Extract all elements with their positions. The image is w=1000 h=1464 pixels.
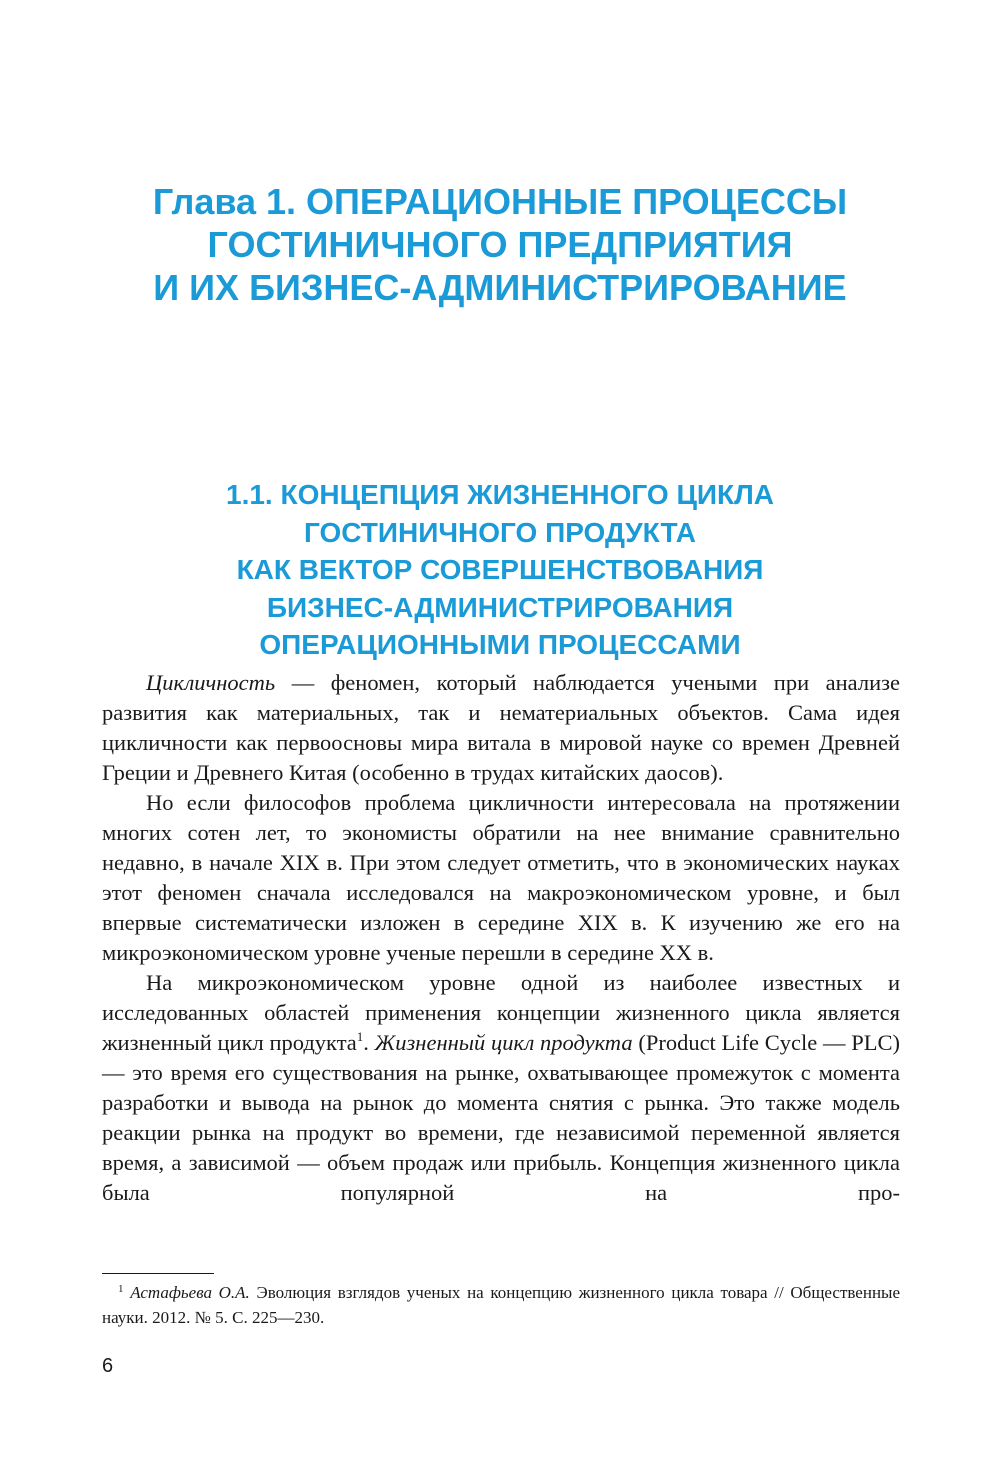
footnote-reference[interactable]: 1	[356, 1029, 364, 1044]
paragraph-2	[102, 788, 900, 968]
section-title	[100, 476, 900, 664]
paragraph-3-text-c: (Product Life Cycle — PLC) — это время его существования на рынке, охватывающее промежуток с момента разработки и вывода на рынок до момента снятия с рынка. Это также модель реакции рынка на продукт во времени, где независимой переменной является время, а зависимой — объем продаж или прибыль. Концепция жизненного цикла была популярной на про-	[102, 1030, 900, 1205]
footnote-divider	[102, 1273, 214, 1274]
paragraph-2-text: Но если философов проблема цикличности интересовала на протяжении многих сотен лет, то экономисты обратили на нее внимание сравнительно недавно, в начале XIX в. При этом следует отметить, что в экономических науках этот феномен сначала исследовался на макроэкономическом уровне, и был впервые систематически изложен в середине XIX в. К изучению же его на микроэкономическом уровне ученые перешли в середине XX в.	[102, 790, 900, 965]
section-title-line: КАК ВЕКТОР СОВЕРШЕНСТВОВАНИЯ	[236, 554, 764, 585]
paragraph-1	[102, 668, 900, 788]
term-product-life-cycle: Жизненный цикл продукта	[374, 1030, 633, 1055]
term-cyclicity: Цикличность	[146, 670, 276, 695]
paragraph-3-text-a: На микроэкономическом уровне одной из наиболее известных и исследованных областей применения концепции жизненного цикла является жизненный цикл продукта	[102, 970, 900, 1055]
footnote-text: Эволюция взглядов ученых на концепцию жизненного цикла товара // Общественные науки. 2012. № 5. С. 225—230.	[102, 1283, 901, 1327]
chapter-title-line: Глава 1. ОПЕРАЦИОННЫЕ ПРОЦЕССЫ	[152, 181, 848, 222]
section-title-line: БИЗНЕС-АДМИНИСТРИРОВАНИЯ	[266, 591, 734, 623]
footnote-number: 1	[118, 1283, 124, 1295]
section-title-line: ОПЕРАЦИОННЫМИ ПРОЦЕССАМИ	[259, 629, 741, 660]
section-title-line: 1.1. КОНЦЕПЦИЯ ЖИЗНЕННОГО ЦИКЛА	[226, 479, 774, 510]
chapter-title-line: ГОСТИНИЧНОГО ПРЕДПРИЯТИЯ	[207, 224, 793, 265]
page-number: 6	[102, 1355, 114, 1377]
chapter-title-line: И ИХ БИЗНЕС-АДМИНИСТРИРОВАНИЕ	[153, 267, 847, 308]
body-text	[102, 668, 900, 1208]
footnote	[102, 1280, 900, 1330]
paragraph-3-text-b: .	[363, 1030, 375, 1055]
section-title-line: ГОСТИНИЧНОГО ПРОДУКТА	[303, 516, 696, 548]
footnote-author: Астафьева О.А.	[130, 1283, 250, 1302]
paragraph-3	[102, 968, 900, 1208]
chapter-title	[100, 180, 900, 309]
paragraph-1-text: — феномен, который наблюдается учеными при анализе развития как материальных, так и нематериальных объектов. Сама идея цикличности как первоосновы мира витала в мировой науке со времен Древней Греции и Древнего Китая (особенно в трудах китайских даосов).	[102, 670, 900, 785]
